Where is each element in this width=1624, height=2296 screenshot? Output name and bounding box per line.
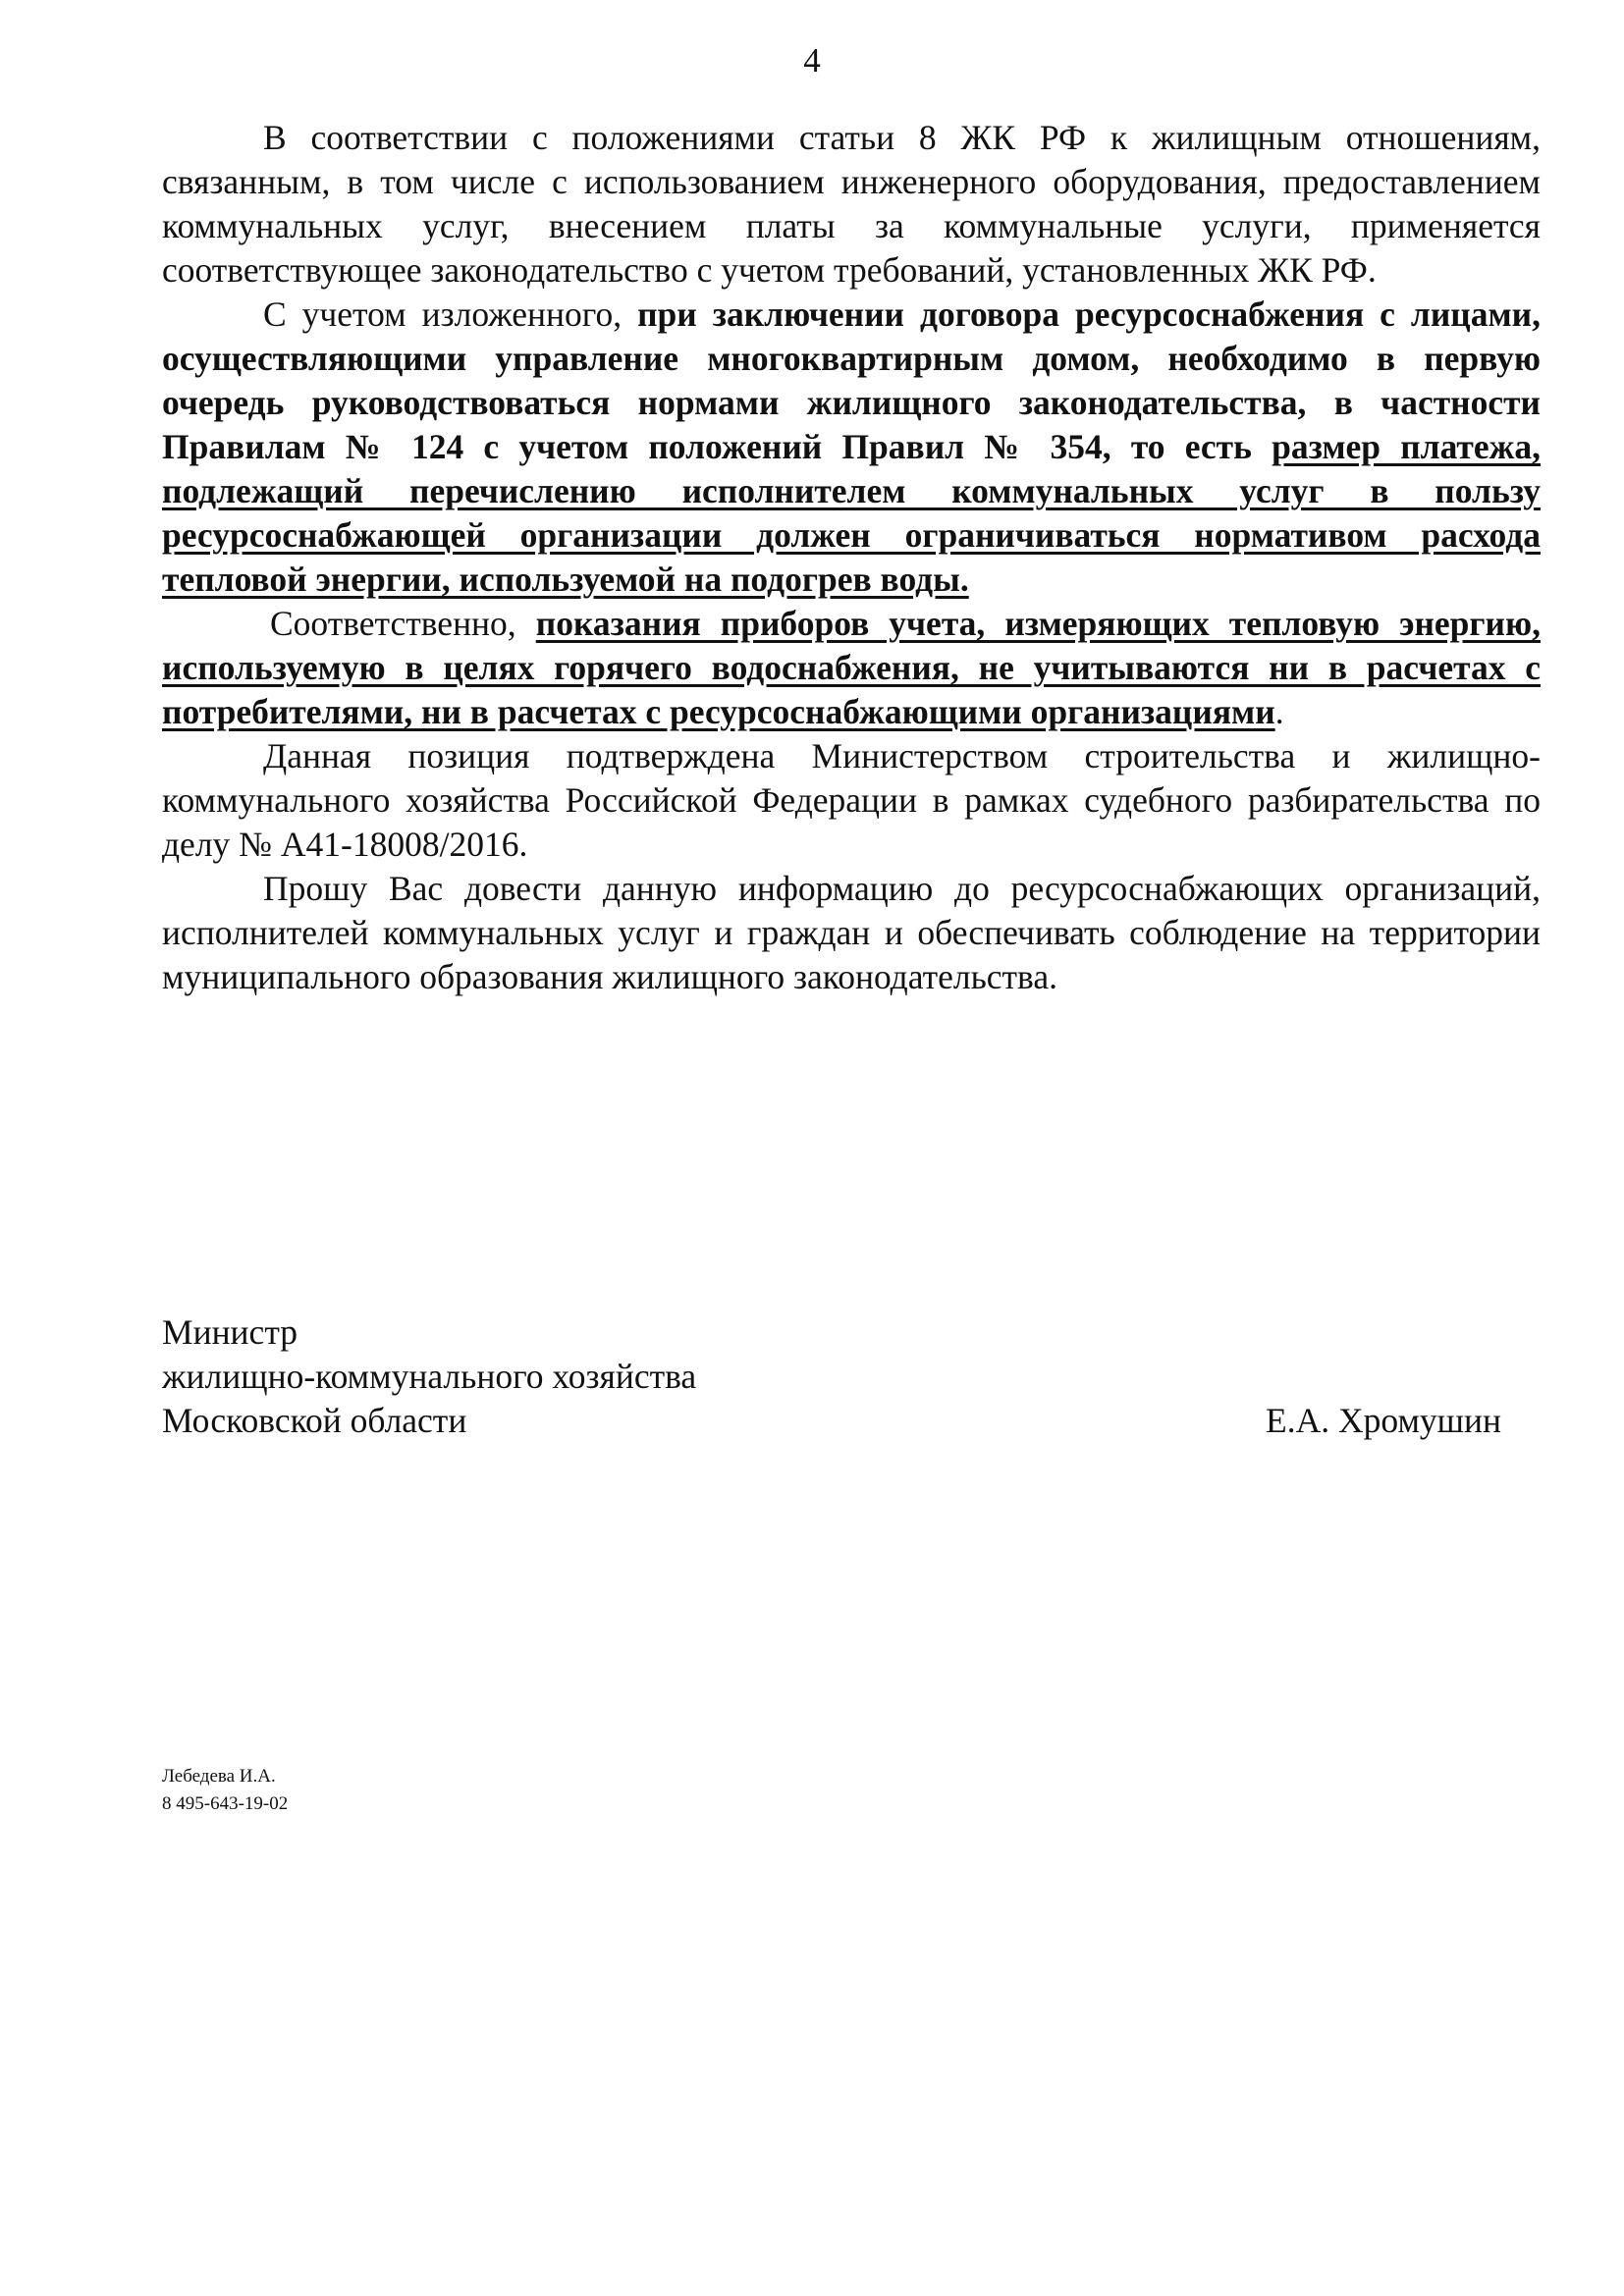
signature-block — [162, 1310, 1501, 1443]
letter-body — [162, 116, 1541, 999]
underlined-emphasis-text: показания приборов учета, измеряющих тепловую энергию, используемую в целях горячего водоснабжения, не учитываются ни в расчетах с потребителями, ни в расчетах с ресурсоснабжающими организациями — [162, 604, 1541, 731]
paragraph-lead-text: Соответственно, — [270, 604, 536, 643]
signatory-title-line-1: Министр — [162, 1312, 298, 1352]
executor-block — [162, 1763, 288, 1818]
paragraph-ministry-position: Данная позиция подтверждена Министерством строительства и жилищно-коммунального хозяйства Российской Федерации в рамках судебного разбирательства по делу № А41-18008/2016. — [162, 736, 1541, 864]
executor-phone: 8 495-643-19-02 — [162, 1793, 289, 1814]
paragraph-contract-requirements — [162, 293, 1541, 602]
paragraph-housing-code: В соответствии с положениями статьи 8 ЖК РФ к жилищным отношениям, связанным, в том числе с использованием инженерного оборудования, предоставлением коммунальных услуг, внесением платы за коммунальные услуги, применяется соответствующее законодательство с учетом требований, установленных ЖК РФ. — [162, 118, 1541, 290]
page-number: 4 — [803, 41, 821, 80]
signatory-name: Е.А. Хромушин — [1266, 1401, 1501, 1440]
paragraph-lead-text: С учетом изложенного, — [263, 294, 638, 334]
bold-emphasis-text: при заключении договора ресурсоснабжения с лицами, осуществляющими управление многоквартирным домом, необходимо в первую очередь руководствоваться нормами жилищного законодательства, в частности Правилам № 124 с учетом положений Правил № 354, то есть — [162, 294, 1541, 466]
executor-name: Лебедева И.А. — [162, 1766, 276, 1787]
paragraph-tail-text: . — [1274, 692, 1284, 731]
signatory-title-line-2: жилищно-коммунального хозяйства — [162, 1357, 697, 1396]
signatory-title-line-3: Московской области — [162, 1401, 467, 1440]
paragraph-request: Прошу Вас довести данную информацию до ресурсоснабжающих организаций, исполнителей коммунальных услуг и граждан и обеспечивать соблюдение на территории муниципального образования жилищного законодательства. — [162, 869, 1541, 996]
paragraph-meter-readings — [162, 602, 1541, 734]
underlined-emphasis-text: размер платежа, подлежащий перечислению исполнителем коммунальных услуг в пользу ресурсоснабжающей организации должен ограничиваться нормативом расхода тепловой энергии, используемой на подогрев воды. — [162, 427, 1541, 599]
